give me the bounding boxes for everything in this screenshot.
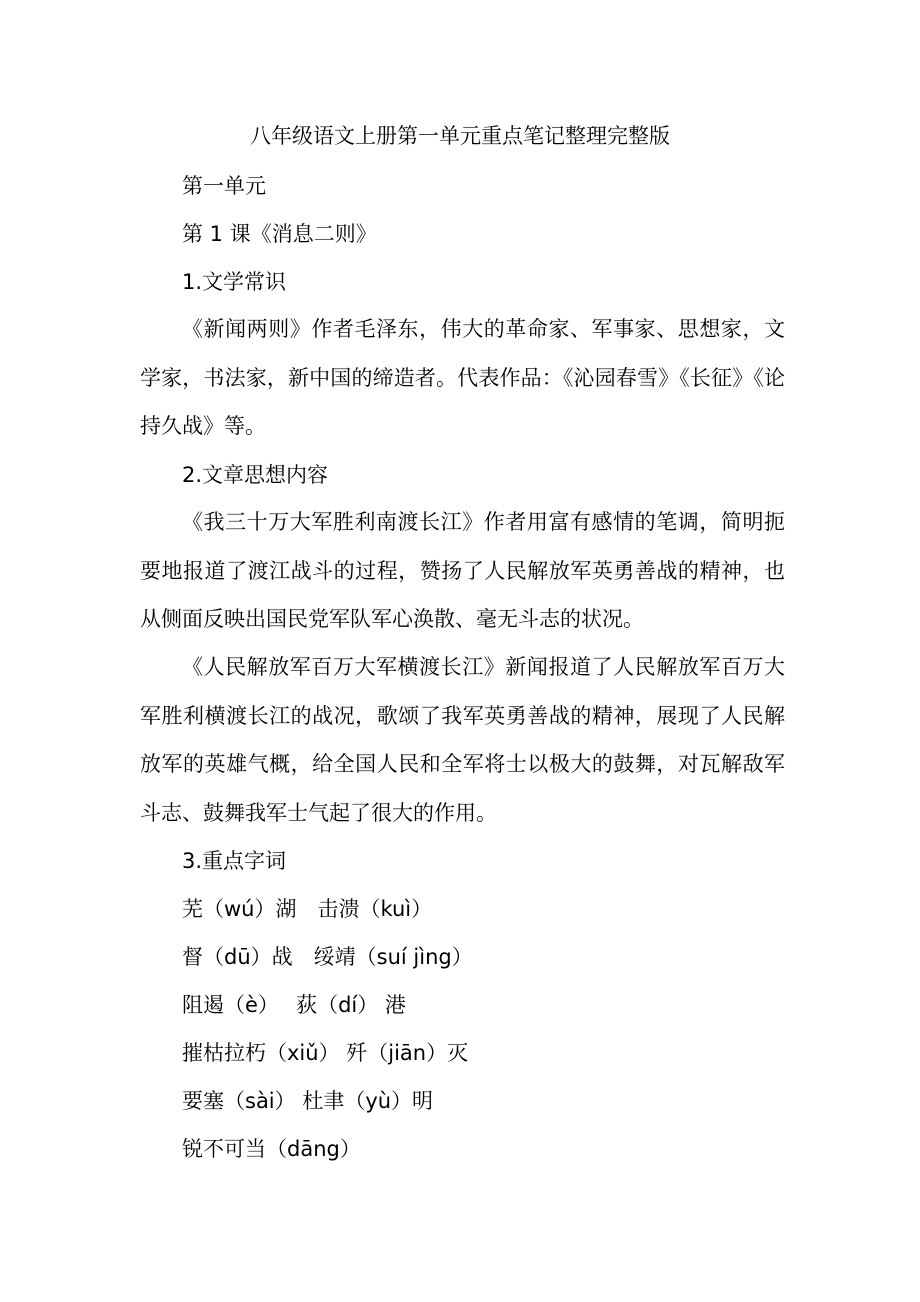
key-word-line: 要塞（sài） 杜聿（yù）明 — [182, 1089, 434, 1113]
section-heading-key-words: 3.重点字词 — [182, 849, 287, 873]
paragraph-literary-knowledge: 《新闻两则》作者毛泽东，伟大的革命家、军事家、思想家，文学家，书法家，新中国的缔造者。代表作品：《沁园春雪》《长征》《论持久战》等。 — [140, 317, 785, 438]
unit-heading: 第一单元 — [182, 174, 266, 198]
section-heading-content-ideas: 2.文章思想内容 — [182, 463, 329, 487]
lesson-heading: 第 1 课《消息二则》 — [182, 222, 377, 246]
key-word-line: 摧枯拉朽（xiǔ） 歼（jiān）灭 — [182, 1041, 469, 1065]
key-word-line: 督（dū）战 绥靖（suí jìng） — [182, 945, 473, 969]
key-word-line: 阻遏（è） 荻（dí） 港 — [182, 993, 406, 1017]
paragraph-content-ideas-1: 《我三十万大军胜利南渡长江》作者用富有感情的笔调，简明扼要地报道了渡江战斗的过程，赞扬了人民解放军英勇善战的精神，也从侧面反映出国民党军队军心涣散、毫无斗志的状况。 — [140, 510, 785, 631]
key-word-line: 芜（wú）湖 击溃（kuì） — [182, 897, 433, 921]
key-word-line: 锐不可当（dāng） — [182, 1137, 361, 1161]
section-heading-literary-knowledge: 1.文学常识 — [182, 270, 287, 294]
document-title: 八年级语文上册第一单元重点笔记整理完整版 — [250, 124, 670, 148]
paragraph-content-ideas-2: 《人民解放军百万大军横渡长江》新闻报道了人民解放军百万大军胜利横渡长江的战况，歌颂了我军英勇善战的精神，展现了人民解放军的英雄气概，给全国人民和全军将士以极大的鼓舞，对瓦解敌军斗志、鼓舞我军士气起了很大的作用。 — [140, 655, 785, 825]
